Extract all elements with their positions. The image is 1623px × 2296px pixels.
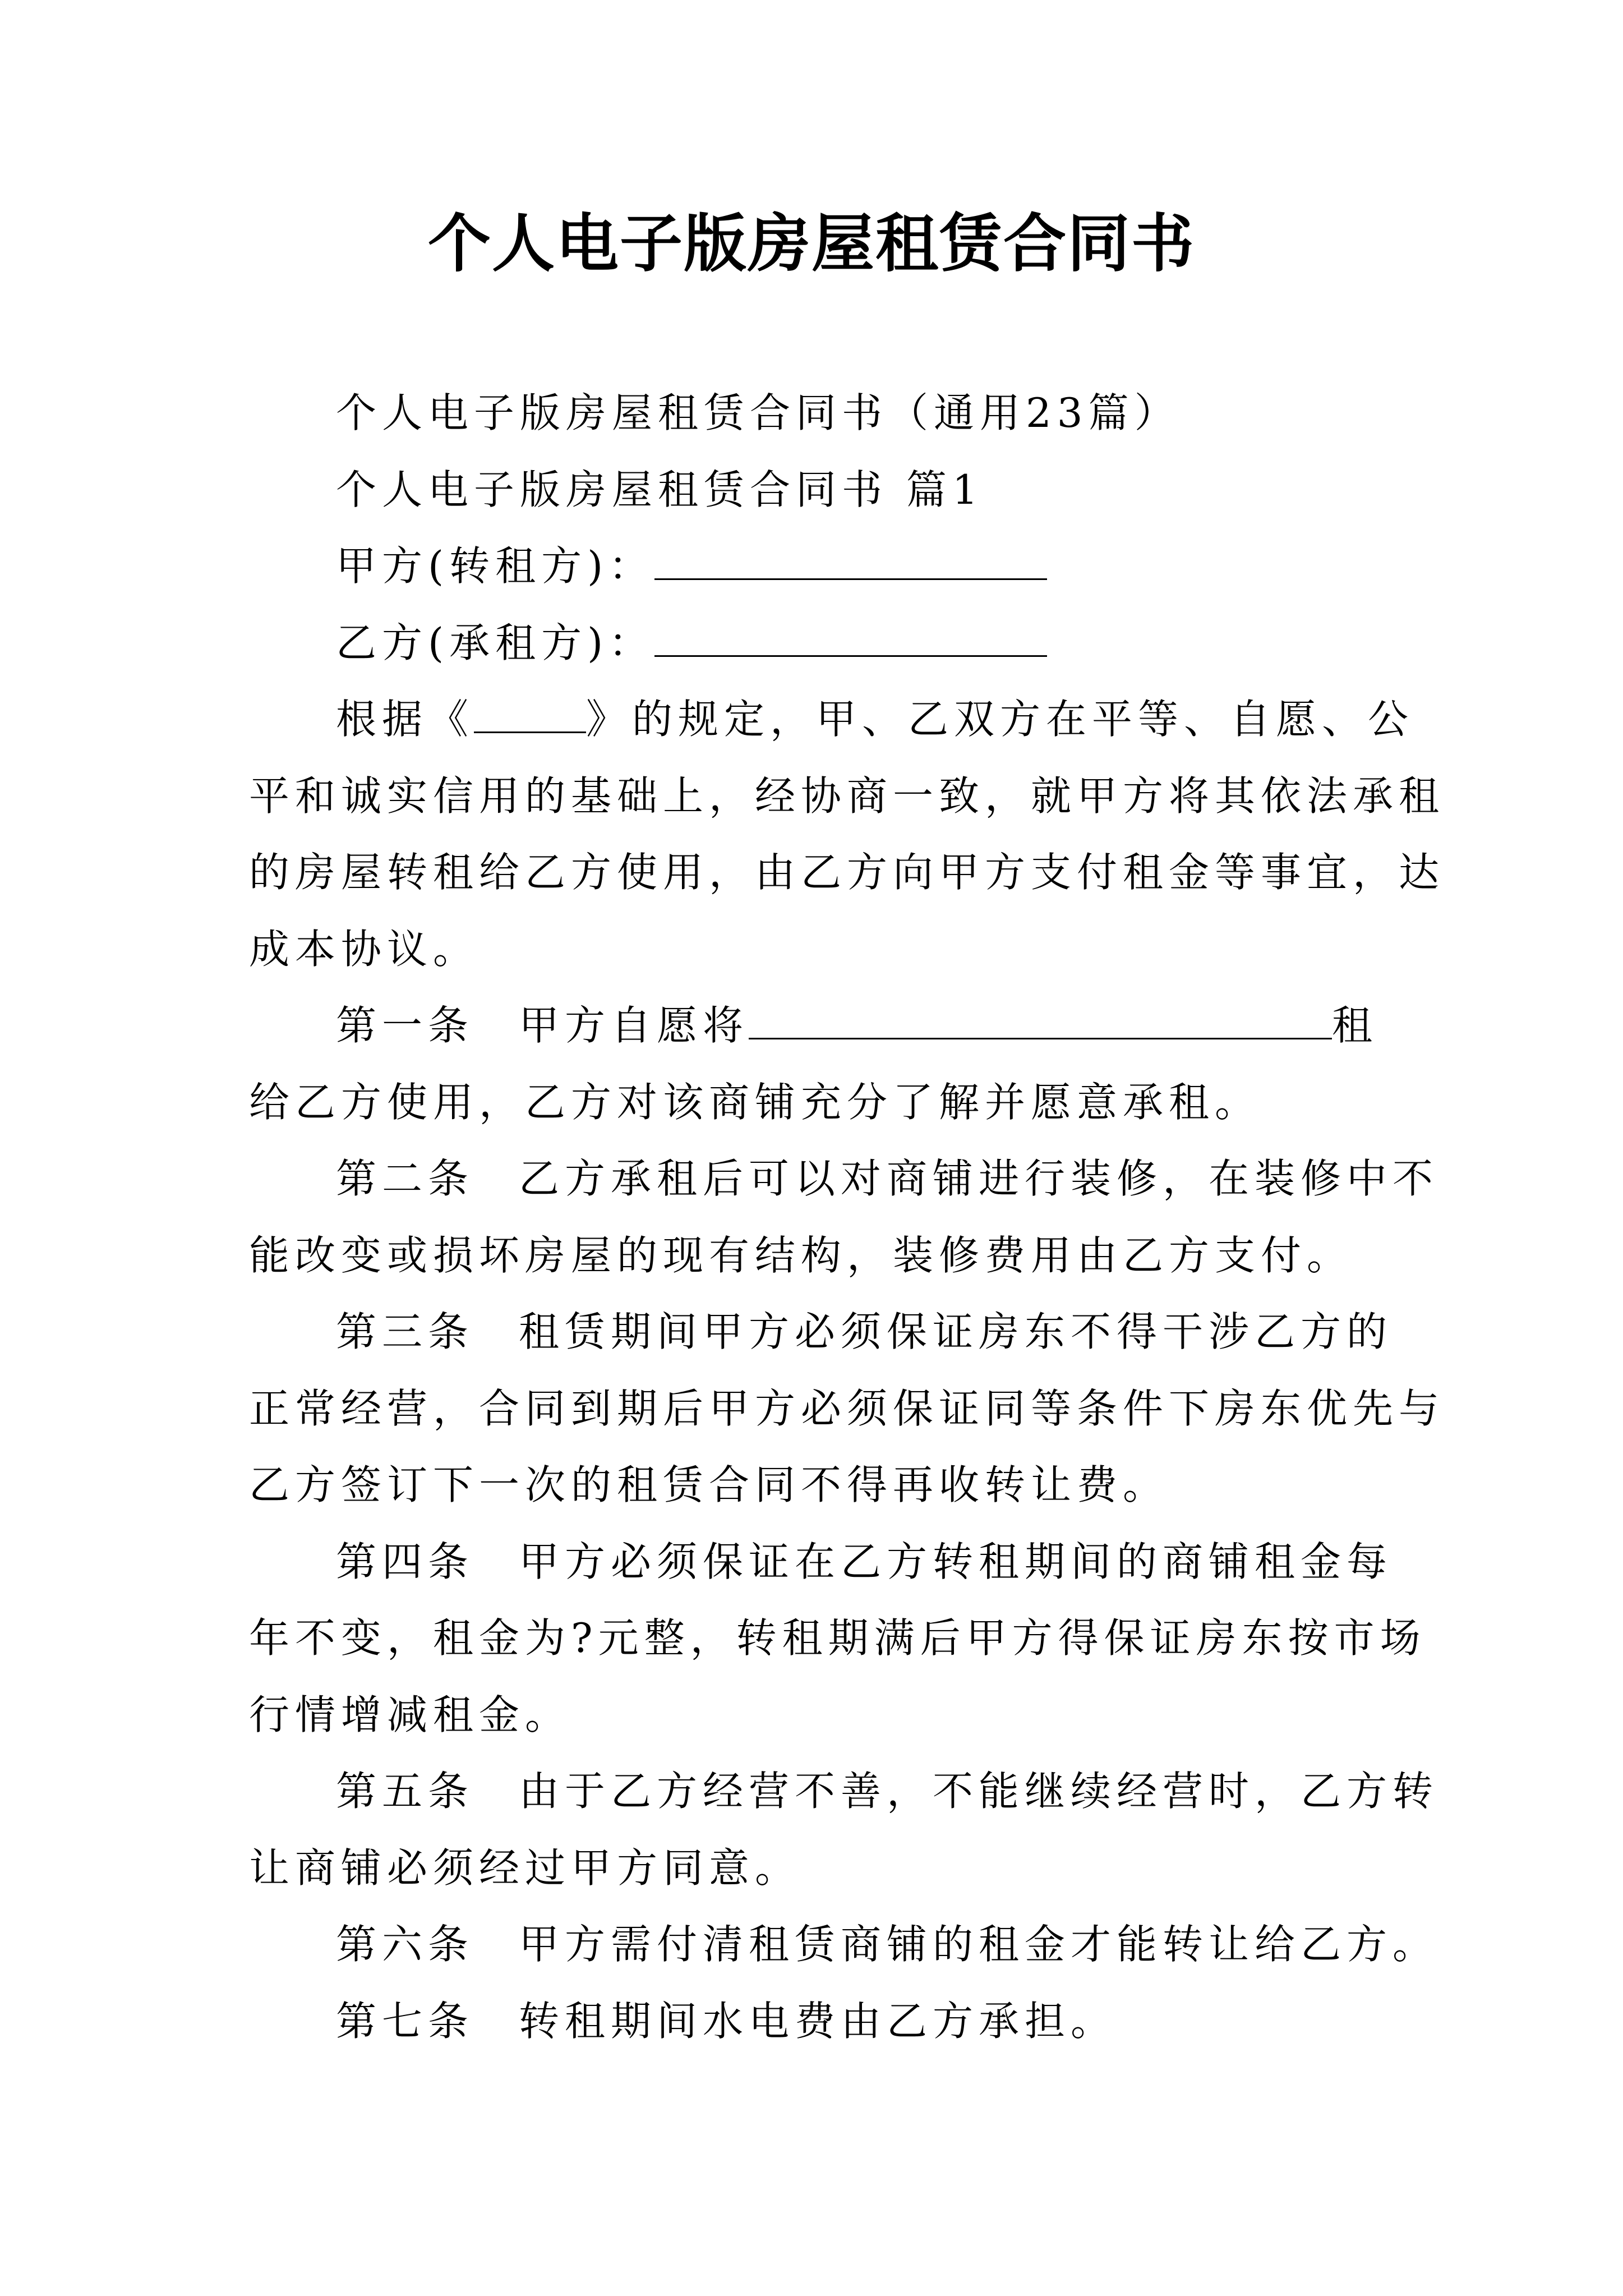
- party-a-line: [249, 528, 1385, 605]
- party-a-label: 甲方(转租方)：: [336, 542, 655, 590]
- preamble-text-after: 》的规定，甲、乙双方在平等、自愿、公: [586, 696, 1414, 743]
- article-1-text-before: 甲方自愿将: [519, 1002, 749, 1049]
- article-3-text: 租赁期间甲方必须保证房东不得干涉乙方的: [519, 1308, 1393, 1355]
- article-7-line-1: [249, 1983, 1385, 2060]
- article-3-line-3: 乙方签订下一次的租赁合同不得再收转让费。: [249, 1461, 1169, 1508]
- preamble-text-before: 根据《: [336, 696, 474, 743]
- article-3-line-2: 正常经营，合同到期后甲方必须保证同等条件下房东优先与: [249, 1384, 1445, 1432]
- article-1-line-1: [249, 987, 1385, 1064]
- article-4-line-1: [249, 1524, 1393, 1600]
- article-1-label: 第一条: [336, 1002, 474, 1049]
- preamble-line-2: 平和诚实信用的基础上，经协商一致，就甲方将其依法承租: [249, 772, 1445, 820]
- article-4-label: 第四条: [336, 1538, 474, 1585]
- article-1-blank: [749, 1003, 1332, 1039]
- article-5-label: 第五条: [336, 1768, 474, 1815]
- article-6-text: 甲方需付清租赁商铺的租金才能转让给乙方。: [519, 1921, 1439, 1968]
- section-heading: 个人电子版房屋租赁合同书 篇1: [336, 466, 984, 513]
- article-6-label: 第六条: [336, 1921, 474, 1968]
- article-4-line-3: 行情增减租金。: [249, 1691, 571, 1738]
- article-3-label: 第三条: [336, 1308, 474, 1355]
- article-4-text: 甲方必须保证在乙方转租期间的商铺租金每: [519, 1538, 1393, 1585]
- article-5-line-2: 让商铺必须经过甲方同意。: [249, 1844, 801, 1892]
- party-b-blank: [654, 620, 1047, 657]
- party-a-blank: [654, 544, 1047, 580]
- article-1-line-2: 给乙方使用，乙方对该商铺充分了解并愿意承租。: [249, 1078, 1261, 1126]
- preamble-line-3: 的房屋转租给乙方使用，由乙方向甲方支付租金等事宜，达: [249, 849, 1445, 896]
- party-b-line: [249, 605, 1385, 682]
- article-6-line-1: [249, 1906, 1439, 1983]
- article-5-text: 由于乙方经营不善，不能继续经营时，乙方转: [519, 1768, 1439, 1815]
- article-5-line-1: [249, 1753, 1439, 1830]
- document-title: 个人电子版房屋租赁合同书: [428, 207, 1195, 280]
- article-7-label: 第七条: [336, 1997, 474, 2045]
- article-7-text: 转租期间水电费由乙方承担。: [519, 1997, 1117, 2045]
- article-3-line-1: [249, 1294, 1393, 1370]
- preamble-line-4: 成本协议。: [249, 925, 479, 973]
- document-subtitle: 个人电子版房屋租赁合同书（通用23篇）: [336, 389, 1181, 436]
- party-b-label: 乙方(承租方)：: [336, 619, 655, 666]
- document-body: [249, 375, 1445, 2059]
- article-4-line-2: 年不变，租金为?元整，转租期满后甲方得保证房东按市场: [249, 1614, 1426, 1662]
- article-2-line-2: 能改变或损坏房屋的现有结构，装修费用由乙方支付。: [249, 1231, 1353, 1279]
- article-2-line-1: [249, 1140, 1439, 1217]
- preamble-line-1: [249, 681, 1414, 758]
- article-2-label: 第二条: [336, 1155, 474, 1202]
- article-1-text-after: 租: [1332, 1002, 1378, 1049]
- law-name-blank: [474, 697, 586, 733]
- article-2-text: 乙方承租后可以对商铺进行装修，在装修中不: [519, 1155, 1439, 1202]
